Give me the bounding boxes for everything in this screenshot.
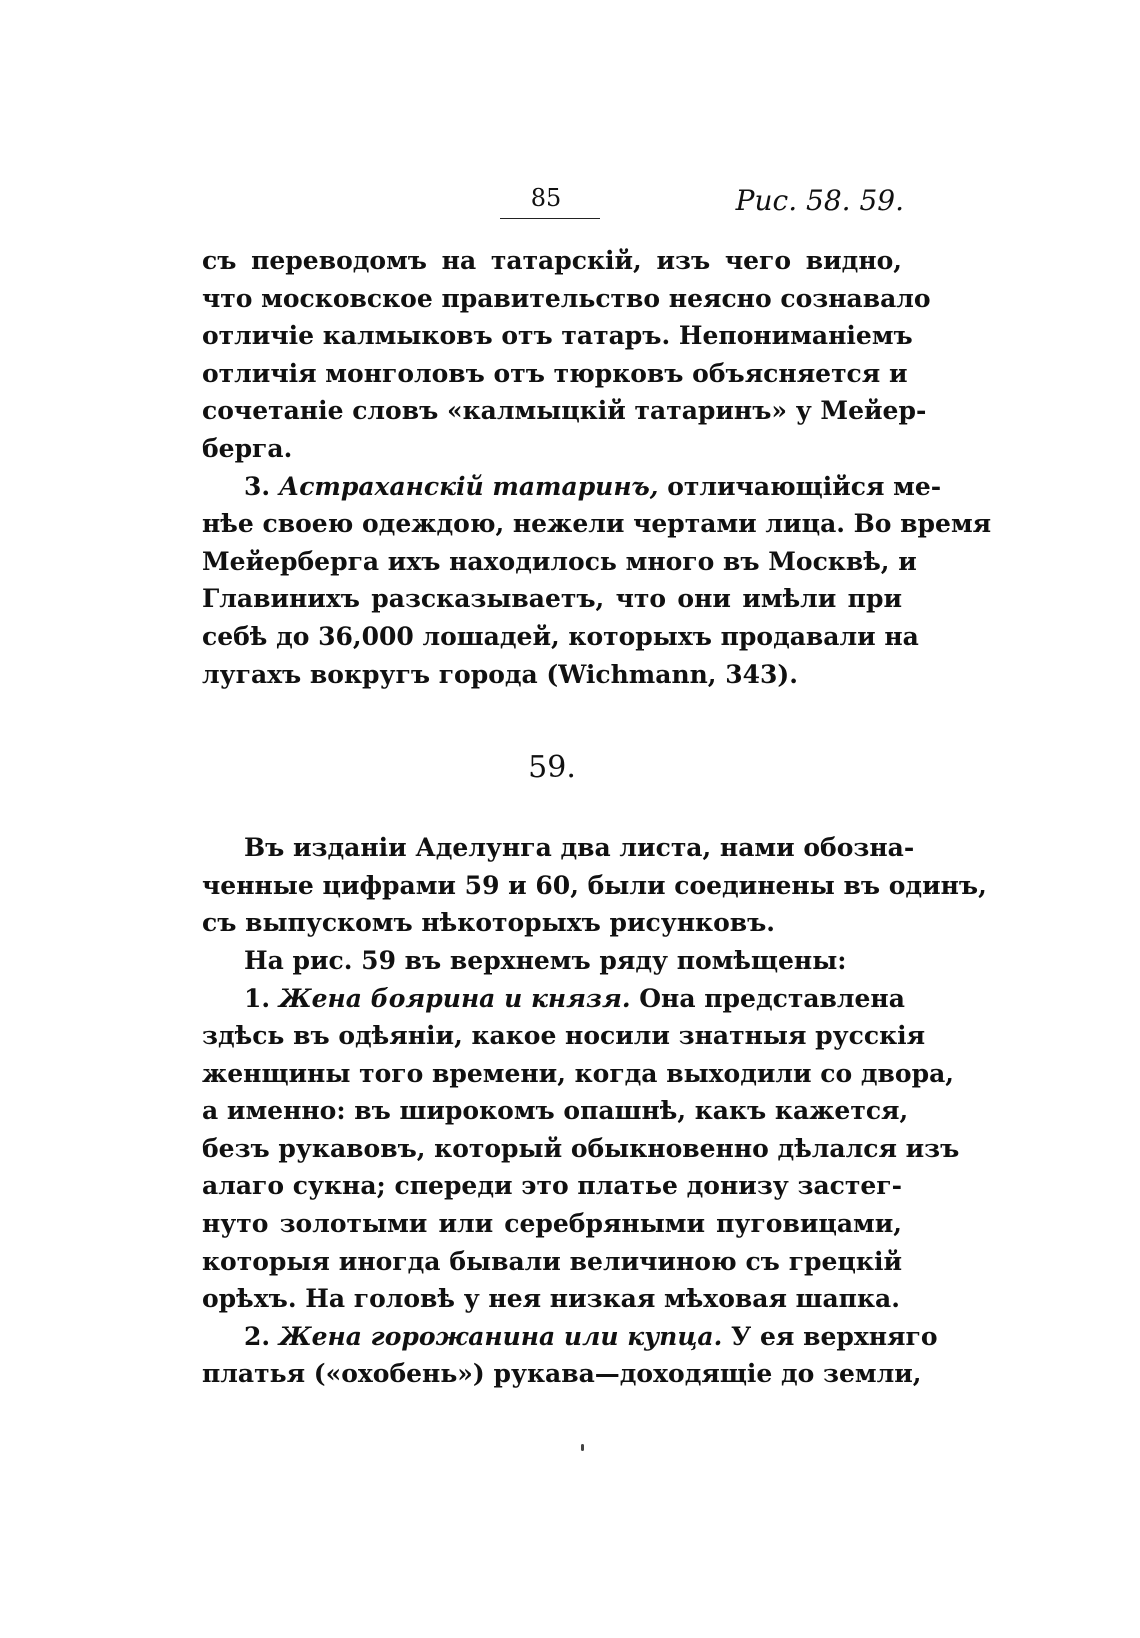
item-number: 3.: [244, 471, 271, 501]
text-line: что московское правительство неясно сознавало: [202, 283, 931, 313]
page-number: 85: [530, 184, 562, 212]
text-line: отличія монголовъ отъ тюрковъ объясняется и: [202, 358, 908, 388]
text-line: платья («охобень») рукава—доходящіе до земли,: [202, 1359, 922, 1389]
text-line: ченные цифрами 59 и 60, были соединены въ одинъ,: [202, 870, 987, 900]
text-line: берга.: [202, 433, 293, 463]
text-line: съ переводомъ на татарскій, изъ чего видно,: [202, 246, 902, 275]
text-line: Въ изданіи Аделунга два листа, нами обозна-: [244, 833, 915, 863]
text-fragment: У ея верхняго: [731, 1321, 938, 1351]
italic-title: Жена боярина и князя.: [278, 983, 631, 1013]
text-line: нуто золотыми или серебряными пуговицами,: [202, 1209, 902, 1239]
text-line: безъ рукавовъ, который обыкновенно дѣлался изъ: [202, 1133, 960, 1163]
running-head: Рис. 58. 59.: [735, 184, 904, 217]
text-line: На рис. 59 въ верхнемъ ряду помѣщены:: [244, 945, 847, 975]
text-line: здѣсь въ одѣяніи, какое носили знатныя русскія: [202, 1021, 926, 1051]
item-number: 1.: [244, 983, 271, 1013]
text-line: а именно: въ широкомъ опашнѣ, какъ кажется,: [202, 1096, 909, 1126]
text-line: себѣ до 36,000 лошадей, которыхъ продавали на: [202, 621, 919, 651]
item-number: 2.: [244, 1321, 271, 1351]
text-line: которыя иногда бывали величиною съ грецкій: [202, 1246, 902, 1276]
text-line: женщины того времени, когда выходили со двора,: [202, 1058, 954, 1088]
item-merchant-wife-first-line: [202, 1318, 938, 1356]
page-number-rule: [500, 218, 600, 219]
text-line: отличіе калмыковъ отъ татаръ. Непониманіемъ: [202, 321, 913, 351]
text-line: орѣхъ. На головѣ у нея низкая мѣховая шапка.: [202, 1284, 900, 1314]
text-line: съ выпускомъ нѣкоторыхъ рисунковъ.: [202, 908, 776, 938]
italic-title: Жена горожанина или купца.: [278, 1321, 723, 1351]
body-text: [202, 242, 992, 1393]
text-line: алаго сукна; спереди это платье донизу застег-: [202, 1171, 902, 1201]
text-line: сочетаніе словъ «калмыцкій татаринъ» у Мейер-: [202, 396, 927, 426]
section-heading: 59.: [528, 750, 576, 786]
text-fragment: Она представлена: [639, 983, 905, 1013]
item-boyar-wife-first-line: [202, 980, 905, 1018]
paragraph-astrakhan-first-line: [202, 468, 942, 506]
text-line: Главинихъ разсказываетъ, что они имѣли при: [202, 584, 902, 614]
italic-title: Астраханскій татаринъ,: [278, 471, 659, 501]
text-line: Мейерберга ихъ находилось много въ Москвѣ, и: [202, 546, 917, 576]
text-fragment: отличающійся ме-: [667, 471, 942, 501]
text-line: лугахъ вокругъ города (Wichmann, 343).: [202, 659, 798, 689]
print-speck: [581, 1444, 584, 1451]
text-line: нѣе своею одеждою, нежели чертами лица. Во время: [202, 509, 992, 539]
